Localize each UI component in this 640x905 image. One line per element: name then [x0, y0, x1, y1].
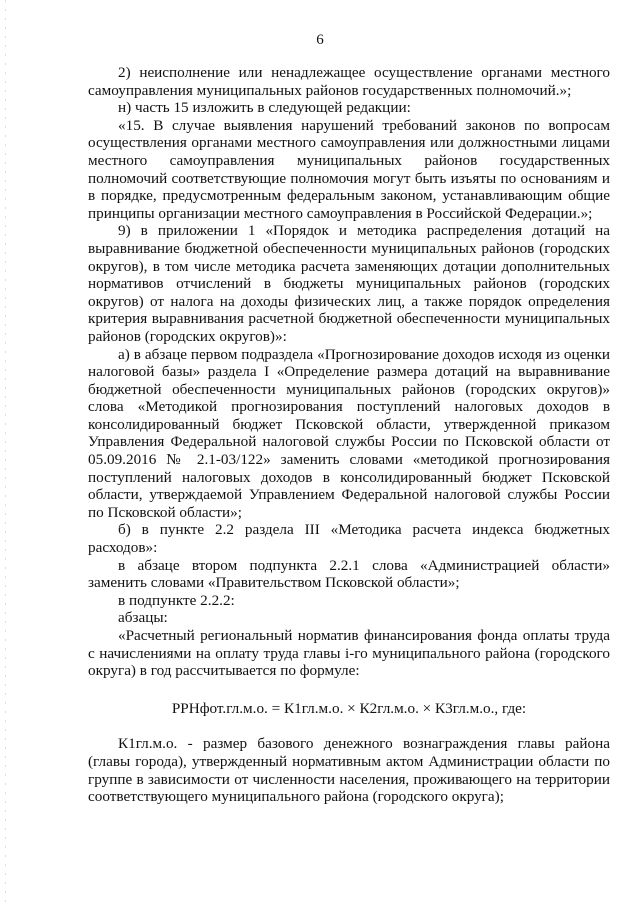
- page-number: 6: [316, 32, 324, 48]
- paragraph-8: в подпункте 2.2.2:: [118, 591, 235, 609]
- paragraph-3: «15. В случае выявления нарушений требований законов по вопросам осуществления органами местного самоуправления или должностными лицами местного самоуправления муниципальных районов государственных полномочий соответствующие полномочия могут быть изъяты по основаниям и в порядке, предусмотренным федеральным законом, устанавливающим общие принципы организации местного самоуправления в Российской Федерации.»;: [88, 116, 610, 222]
- paragraph-5: а) в абзаце первом подраздела «Прогнозирование доходов исходя из оценки налоговой базы» раздела I «Определение размера дотаций на выравнивание бюджетной обеспеченности муниципальных районов (городских округов)» слова «Методикой прогнозирования поступлений налоговых доходов в консолидированный бюджет Псковской области, утвержденной приказом Управления Федеральной налоговой службы России по Псковской области от 05.09.2016 № 2.1-03/122» заменить словами «методикой прогнозирования поступлений налоговых доходов в консолидированный бюджет Псковской области, утверждаемой Управлением Федеральной налоговой службы России по Псковской области»;: [88, 345, 610, 521]
- paragraph-6: б) в пункте 2.2 раздела III «Методика расчета индекса бюджетных расходов»:: [88, 521, 610, 557]
- paragraph-1: 2) неисполнение или ненадлежащее осуществление органами местного самоуправления муниципальных районов государственных полномочий.»;: [88, 64, 610, 99]
- paragraph-9: абзацы:: [118, 609, 168, 627]
- paragraph-10: «Расчетный региональный норматив финансирования фонда оплаты труда с начислениями на оплату труда главы i-го муниципального района (городского округа) в год рассчитывается по формуле:: [88, 627, 610, 680]
- formula: РРНфот.гл.м.о. = К1гл.м.о. × К2гл.м.о. × К3гл.м.о., где:: [171, 699, 527, 717]
- paragraph-4: 9) в приложении 1 «Порядок и методика распределения дотаций на выравнивание бюджетной обеспеченности муниципальных районов (городских округов), в том числе методика расчета заменяющих дотации дополнительных нормативов отчислений в бюджеты муниципальных районов (городских округов) от налога на доходы физических лиц, а также порядок определения критерия выравнивания расчетной бюджетной обеспеченности муниципальных районов (городских округов)»:: [88, 222, 610, 345]
- paragraph-2: н) часть 15 изложить в следующей редакции:: [118, 99, 411, 117]
- scan-edge-line: [5, 0, 6, 905]
- document-body: [88, 64, 610, 806]
- paragraph-7: в абзаце втором подпункта 2.2.1 слова «Администрацией области» заменить словами «Правительством Псковской области»;: [88, 556, 610, 592]
- paragraph-11: К1гл.м.о. - размер базового денежного вознаграждения главы района (главы города), утвержденный нормативным актом Администрации области по группе в зависимости от численности населения, проживающего на территории соответствующего муниципального района (городского округа);: [88, 735, 610, 806]
